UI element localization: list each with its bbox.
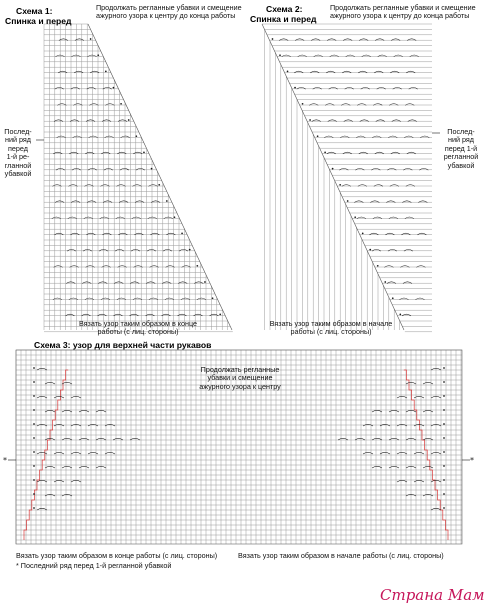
scheme1-yarn-over-dot <box>189 249 191 251</box>
scheme3-right-yarn-over-dot <box>443 479 445 481</box>
scheme3-right-lace-stitch <box>397 480 407 482</box>
scheme2-yarn-over-dot <box>362 233 364 235</box>
scheme3-right-lace-stitch <box>423 410 433 412</box>
scheme1-yarn-over-dot <box>97 54 99 56</box>
scheme3-left-yarn-over-dot <box>33 479 35 481</box>
scheme3-right-lace-stitch <box>423 382 433 384</box>
scheme3-right-yarn-over-dot <box>443 423 445 425</box>
scheme3-footnote: * Последний ряд перед 1-й регланной убавкой <box>16 561 172 570</box>
scheme3-left-yarn-over-dot <box>33 451 35 453</box>
scheme3-knit-note-left: Вязать узор таким образом в конце работы (с лиц. стороны) <box>16 551 218 560</box>
scheme3-left-yarn-over-dot <box>33 381 35 383</box>
scheme3-left-lace-stitch <box>130 438 140 440</box>
scheme3-right-lace-stitch <box>414 396 424 398</box>
scheme1-yarn-over-dot <box>90 38 92 40</box>
scheme2-yarn-over-dot <box>384 281 386 283</box>
scheme3-right-lace-stitch <box>372 410 382 412</box>
scheme1-subtitle: Спинка и перед <box>5 16 72 26</box>
scheme2-yarn-over-dot <box>369 249 371 251</box>
scheme1-yarn-over-dot <box>212 297 214 299</box>
scheme3-left-lace-stitch <box>62 382 72 384</box>
scheme3-left-lace-stitch <box>105 452 115 454</box>
scheme3-right-yarn-over-dot <box>443 395 445 397</box>
scheme2-yarn-over-dot <box>347 200 349 202</box>
scheme3-left-lace-stitch <box>62 438 72 440</box>
scheme3-right-yarn-over-dot <box>443 381 445 383</box>
scheme1-title: Схема 1: <box>16 6 53 16</box>
scheme3-right-lace-stitch <box>389 410 399 412</box>
scheme3-right-lace-stitch <box>389 438 399 440</box>
scheme2-subtitle: Спинка и перед <box>250 14 317 24</box>
scheme3-left-yarn-over-dot <box>33 367 35 369</box>
scheme1-yarn-over-dot <box>174 216 176 218</box>
scheme3-left-lace-stitch <box>79 466 89 468</box>
scheme1-yarn-over-dot <box>113 87 115 89</box>
scheme3-right-asterisk: * <box>470 456 474 465</box>
scheme1-yarn-over-dot <box>120 103 122 105</box>
scheme1-last-row-note: Послед- ний ряд перед 1-й ре- гланной убавкой <box>4 127 32 179</box>
scheme3-left-lace-stitch <box>79 438 89 440</box>
scheme1-yarn-over-dot <box>151 168 153 170</box>
scheme2-yarn-over-dot <box>309 119 311 121</box>
scheme3-knit-note-right: Вязать узор таким образом в начале работы (с лиц. стороны) <box>238 551 444 560</box>
scheme3-title: Схема 3: узор для верхней части рукавов <box>34 340 212 350</box>
scheme3-continue-note: Продолжать регланные убавки и смещение ажурного узора к центру <box>199 365 281 391</box>
scheme3-right-yarn-over-dot <box>443 367 445 369</box>
scheme3-left-lace-stitch <box>37 452 47 454</box>
scheme2-raglan-edge <box>262 24 404 330</box>
scheme3-left-asterisk: * <box>3 456 7 465</box>
scheme3-right-lace-stitch <box>372 438 382 440</box>
scheme3-right-lace-stitch <box>397 452 407 454</box>
scheme3-left-lace-stitch <box>45 410 55 412</box>
scheme3-right-lace-stitch <box>338 438 348 440</box>
scheme3-right-lace-stitch <box>355 438 365 440</box>
scheme1-yarn-over-dot <box>181 233 183 235</box>
scheme2-yarn-over-dot <box>339 184 341 186</box>
scheme3-right-lace-stitch <box>389 466 399 468</box>
scheme3-right-lace-stitch <box>414 480 424 482</box>
scheme2-yarn-over-dot <box>354 216 356 218</box>
scheme3-left-lace-stitch <box>37 508 47 510</box>
scheme2-title: Схема 2: <box>266 4 303 14</box>
scheme2-continue-note: Продолжать регланные убавки и смещение ажурного узора к центру до конца работы <box>330 3 476 21</box>
scheme2-yarn-over-dot <box>377 265 379 267</box>
scheme2-yarn-over-dot <box>317 135 319 137</box>
scheme1-yarn-over-dot <box>143 152 145 154</box>
scheme3-left-lace-stitch <box>54 480 64 482</box>
scheme3-left-lace-stitch <box>45 466 55 468</box>
scheme3-right-yarn-over-dot <box>443 465 445 467</box>
scheme1-yarn-over-dot <box>135 135 137 137</box>
scheme3-left-lace-stitch <box>88 452 98 454</box>
scheme3-left-lace-stitch <box>54 396 64 398</box>
scheme3-right-lace-stitch <box>414 452 424 454</box>
scheme3-left-lace-stitch <box>79 410 89 412</box>
scheme3-left-lace-stitch <box>37 480 47 482</box>
scheme3-left-lace-stitch <box>54 452 64 454</box>
scheme3-right-lace-stitch <box>397 396 407 398</box>
scheme3-right-lace-stitch <box>363 452 373 454</box>
scheme3-left-yarn-over-dot <box>33 493 35 495</box>
scheme2-yarn-over-dot <box>272 38 274 40</box>
scheme2-yarn-over-dot <box>332 168 334 170</box>
scheme3-right-yarn-over-dot <box>443 409 445 411</box>
scheme1-raglan-edge <box>88 24 232 330</box>
watermark-logo: Страна Мам <box>380 586 485 604</box>
scheme1-yarn-over-dot <box>158 184 160 186</box>
scheme3-left-yarn-over-dot <box>33 409 35 411</box>
scheme2-yarn-over-dot <box>287 71 289 73</box>
scheme3-right-lace-stitch <box>423 466 433 468</box>
scheme2-yarn-over-dot <box>399 314 401 316</box>
scheme2-last-row-note: Послед- ний ряд перед 1-й регланной убавкой <box>443 127 479 170</box>
scheme3-left-yarn-over-dot <box>33 437 35 439</box>
scheme3-left-lace-stitch <box>45 382 55 384</box>
scheme3-right-lace-stitch <box>380 452 390 454</box>
scheme3-left-yarn-over-dot <box>33 423 35 425</box>
scheme2-yarn-over-dot <box>294 87 296 89</box>
scheme3-left-lace-stitch <box>62 410 72 412</box>
scheme3-left-lace-stitch <box>113 438 123 440</box>
scheme1-yarn-over-dot <box>204 281 206 283</box>
scheme3-left-lace-stitch <box>37 368 47 370</box>
scheme1-yarn-over-dot <box>166 200 168 202</box>
scheme3-left-yarn-over-dot <box>33 507 35 509</box>
scheme3-left-yarn-over-dot <box>33 395 35 397</box>
scheme3-left-lace-stitch <box>62 466 72 468</box>
scheme3-right-yarn-over-dot <box>443 493 445 495</box>
scheme3-right-lace-stitch <box>372 466 382 468</box>
scheme2-yarn-over-dot <box>392 297 394 299</box>
scheme3-right-yarn-over-dot <box>443 507 445 509</box>
scheme1-knit-note: Вязать узор таким образом в конце работы (с лиц. стороны) <box>78 319 198 337</box>
scheme2-knit-note: Вязать узор таким образом в начале работы (с лиц. стороны) <box>269 319 393 337</box>
scheme1-yarn-over-dot <box>196 265 198 267</box>
scheme3-right-yarn-over-dot <box>443 451 445 453</box>
scheme1-continue-note: Продолжать регланные убавки и смещение ажурного узора к центру до конца работы <box>96 3 242 21</box>
scheme1-yarn-over-dot <box>105 71 107 73</box>
scheme3-right-yarn-over-dot <box>443 437 445 439</box>
scheme2-yarn-over-dot <box>302 103 304 105</box>
scheme1-yarn-over-dot <box>219 314 221 316</box>
scheme2-yarn-over-dot <box>279 54 281 56</box>
scheme1-yarn-over-dot <box>128 119 130 121</box>
scheme3-left-yarn-over-dot <box>33 465 35 467</box>
scheme3-left-lace-stitch <box>37 396 47 398</box>
scheme2-yarn-over-dot <box>324 152 326 154</box>
